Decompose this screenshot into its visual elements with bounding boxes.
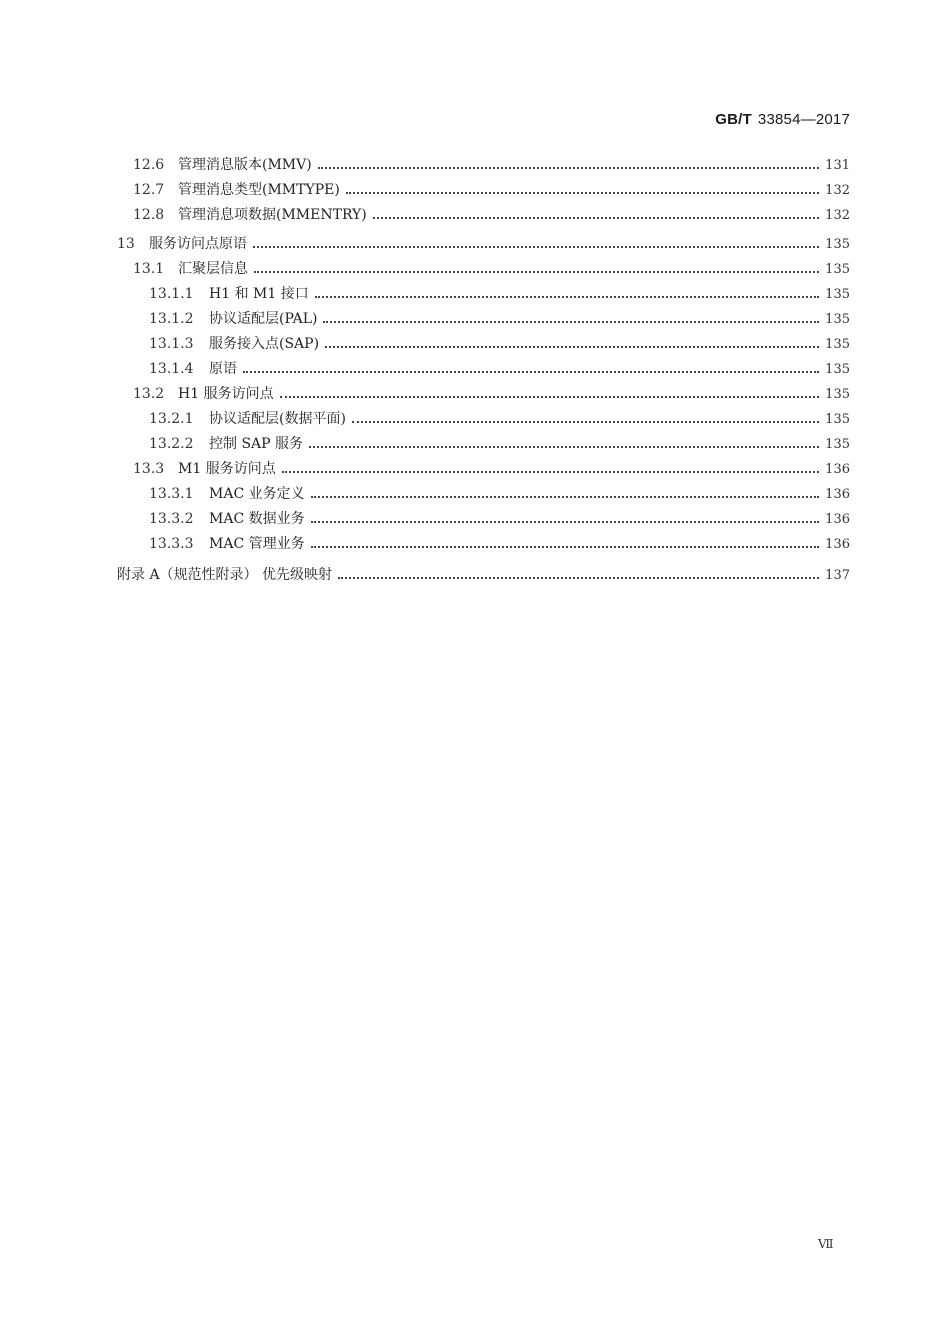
toc-entry[interactable] — [117, 232, 850, 257]
toc-entry-number: 13.1.1 — [149, 286, 194, 302]
dot-leader — [254, 271, 819, 273]
toc-entry-page: 136 — [825, 487, 850, 502]
dot-leader — [282, 471, 819, 473]
dot-leader — [318, 167, 819, 169]
toc-entry-title: 汇聚层信息 — [178, 261, 248, 277]
toc-entry-page: 132 — [825, 183, 850, 198]
toc-entry-number: 13 — [117, 236, 135, 252]
toc-entry-title: H1 服务访问点 — [178, 386, 274, 402]
toc-entry-page: 135 — [825, 437, 850, 452]
toc-entry-title: MAC 数据业务 — [209, 511, 305, 527]
toc-entry-number: 13.1.2 — [149, 311, 194, 327]
toc-entry-page: 135 — [825, 312, 850, 327]
toc-entry[interactable] — [149, 307, 850, 332]
toc-entry-number: 12.8 — [133, 207, 165, 223]
dot-leader — [346, 192, 819, 194]
toc-entry-title: 协议适配层(PAL) — [209, 311, 318, 327]
toc-entry-page: 135 — [825, 337, 850, 352]
dot-leader — [338, 577, 819, 579]
toc-entry[interactable] — [149, 332, 850, 357]
toc-entry-page: 135 — [825, 387, 850, 402]
toc-entry-page: 135 — [825, 237, 850, 252]
toc-entry-title: H1 和 M1 接口 — [209, 286, 309, 302]
toc-entry-number: 13.2.1 — [149, 411, 194, 427]
toc-entry-title: 服务访问点原语 — [149, 236, 247, 252]
dot-leader — [311, 496, 819, 498]
toc-entry-number: 12.6 — [133, 157, 165, 173]
toc-entry-title: MAC 业务定义 — [209, 486, 305, 502]
toc-entry-title: M1 服务访问点 — [178, 461, 276, 477]
toc-entry-page: 136 — [825, 537, 850, 552]
dot-leader — [243, 371, 819, 373]
toc-entry-page: 135 — [825, 412, 850, 427]
toc-entry-number: 13.3 — [133, 461, 165, 477]
dot-leader — [373, 217, 819, 219]
toc-entry[interactable] — [133, 382, 850, 407]
toc-entry[interactable] — [133, 153, 850, 178]
toc-entry-page: 135 — [825, 362, 850, 377]
toc-entry[interactable] — [133, 178, 850, 203]
dot-leader — [315, 296, 819, 298]
page-header — [715, 111, 850, 128]
toc-entry[interactable] — [149, 532, 850, 557]
toc-entry-page: 135 — [825, 287, 850, 302]
standard-code: GB/T — [715, 111, 752, 128]
toc-entry-title: 服务接入点(SAP) — [209, 336, 320, 352]
toc-entry-page: 136 — [825, 512, 850, 527]
dot-leader — [323, 321, 819, 323]
toc-entry[interactable] — [133, 257, 850, 282]
toc-entry-number: 13.3.3 — [149, 536, 194, 552]
dot-leader — [311, 546, 819, 548]
toc-entry-page: 132 — [825, 208, 850, 223]
dot-leader — [253, 246, 819, 248]
toc-entry-page: 131 — [825, 158, 850, 173]
toc-entry-title: 控制 SAP 服务 — [209, 436, 304, 452]
toc-entry[interactable] — [149, 432, 850, 457]
toc-entry[interactable] — [133, 457, 850, 482]
toc-entry-number: 12.7 — [133, 182, 165, 198]
toc-entry-number: 13.1.4 — [149, 361, 194, 377]
toc-entry[interactable] — [149, 282, 850, 307]
toc-entry-number: 13.2.2 — [149, 436, 194, 452]
toc-entry-page: 135 — [825, 262, 850, 277]
toc-entry-title: 管理消息项数据(MMENTRY) — [178, 207, 367, 223]
dot-leader — [325, 346, 819, 348]
toc-entry-number: 13.3.1 — [149, 486, 194, 502]
toc-entry[interactable] — [149, 407, 850, 432]
toc-entry-title: 管理消息类型(MMTYPE) — [178, 182, 340, 198]
dot-leader — [309, 446, 819, 448]
dot-leader — [352, 421, 819, 423]
toc-entry[interactable] — [149, 482, 850, 507]
toc-entry[interactable] — [149, 507, 850, 532]
toc-entry[interactable] — [149, 357, 850, 382]
toc-entry-page: 137 — [825, 568, 850, 583]
standard-number: 33854—2017 — [757, 111, 850, 128]
dot-leader — [311, 521, 819, 523]
toc-entry-title: 管理消息版本(MMV) — [178, 157, 312, 173]
toc-entry-title: 附录 A（规范性附录） 优先级映射 — [117, 567, 333, 583]
toc-entry-number: 13.1 — [133, 261, 165, 277]
toc-entry-title: MAC 管理业务 — [209, 536, 305, 552]
toc-entry-title: 协议适配层(数据平面) — [209, 411, 346, 427]
page-number: Ⅶ — [818, 1237, 834, 1251]
toc-entry-number: 13.3.2 — [149, 511, 194, 527]
toc-entry-number: 13.2 — [133, 386, 165, 402]
toc-entry-page: 136 — [825, 462, 850, 477]
toc-entry-number: 13.1.3 — [149, 336, 194, 352]
toc-entry[interactable] — [117, 563, 850, 588]
toc-entry-title: 原语 — [209, 361, 237, 377]
dot-leader — [280, 396, 819, 398]
toc-entry[interactable] — [133, 203, 850, 228]
